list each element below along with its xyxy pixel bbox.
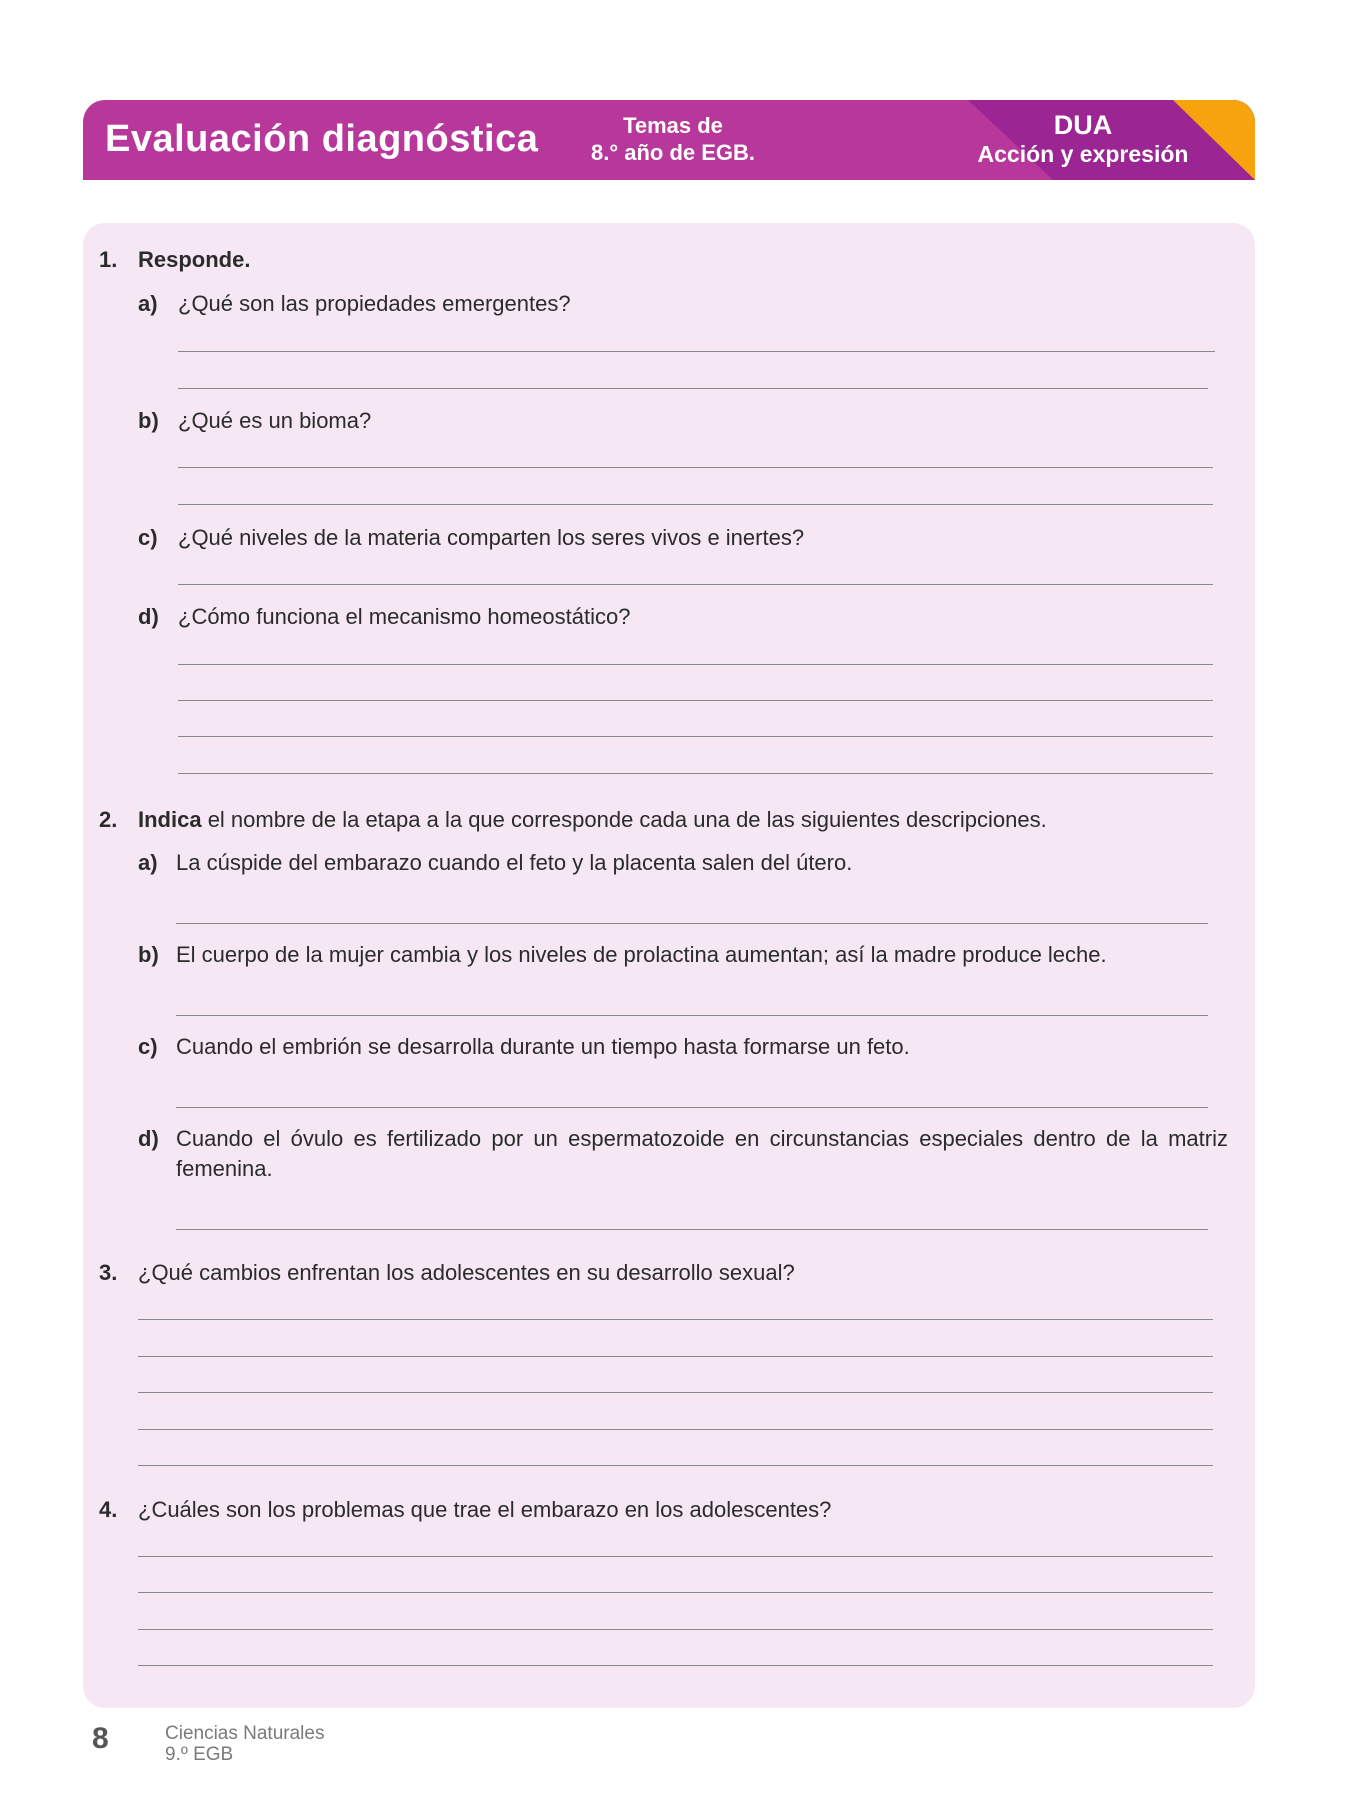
answer-line[interactable] bbox=[178, 773, 1213, 774]
q1-item-b-letter: b) bbox=[138, 408, 159, 433]
answer-line[interactable] bbox=[138, 1319, 1213, 1320]
q1-item-a-letter: a) bbox=[138, 291, 158, 316]
q2-item-b-text: El cuerpo de la mujer cambia y los niveles de prolactina aumentan; así la madre produce leche. bbox=[176, 942, 1107, 967]
page-title: Evaluación diagnóstica bbox=[105, 118, 539, 160]
answer-line[interactable] bbox=[138, 1592, 1213, 1593]
q1-item-c-text: ¿Qué niveles de la materia comparten los seres vivos e inertes? bbox=[178, 525, 805, 550]
answer-line[interactable] bbox=[138, 1665, 1213, 1666]
question-1-number: 1. bbox=[99, 247, 118, 272]
topics-label bbox=[583, 112, 763, 166]
q1-item-d-text: ¿Cómo funciona el mecanismo homeostático? bbox=[178, 604, 631, 629]
answer-line[interactable] bbox=[178, 467, 1213, 468]
question-4-prompt: ¿Cuáles son los problemas que trae el embarazo en los adolescentes? bbox=[138, 1497, 832, 1522]
dua-label bbox=[963, 110, 1203, 168]
answer-line[interactable] bbox=[138, 1629, 1213, 1630]
question-4-number: 4. bbox=[99, 1497, 118, 1522]
answer-line[interactable] bbox=[178, 736, 1213, 737]
answer-line[interactable] bbox=[176, 1229, 1208, 1230]
answer-line[interactable] bbox=[178, 504, 1213, 505]
answer-line[interactable] bbox=[178, 584, 1213, 585]
answer-line[interactable] bbox=[176, 923, 1208, 924]
question-2-prompt-bold: Indica bbox=[138, 807, 202, 832]
q2-item-d-text: Cuando el óvulo es fertilizado por un espermatozoide en circunstancias especiales dentro de la matriz femenina. bbox=[176, 1126, 1228, 1181]
q2-item-a-letter: a) bbox=[138, 850, 158, 875]
answer-line[interactable] bbox=[178, 700, 1213, 701]
answer-line[interactable] bbox=[176, 1107, 1208, 1108]
answer-line[interactable] bbox=[178, 388, 1208, 389]
topics-line-1: Temas de bbox=[623, 113, 723, 138]
dua-title: DUA bbox=[1053, 110, 1113, 140]
q1-item-d-letter: d) bbox=[138, 604, 159, 629]
answer-line[interactable] bbox=[178, 664, 1213, 665]
header-banner bbox=[83, 100, 1255, 180]
worksheet-panel bbox=[83, 223, 1255, 1708]
question-1-prompt: Responde. bbox=[138, 247, 251, 272]
q1-item-a-text: ¿Qué son las propiedades emergentes? bbox=[178, 291, 571, 316]
answer-line[interactable] bbox=[138, 1392, 1213, 1393]
answer-line[interactable] bbox=[138, 1556, 1213, 1557]
answer-line[interactable] bbox=[176, 1015, 1208, 1016]
q2-item-d-letter: d) bbox=[138, 1126, 159, 1151]
dua-subtitle: Acción y expresión bbox=[977, 141, 1189, 167]
page-number: 8 bbox=[92, 1722, 109, 1755]
grade-label: 9.º EGB bbox=[165, 1744, 234, 1765]
answer-line[interactable] bbox=[138, 1465, 1213, 1466]
topics-line-2: 8.° año de EGB. bbox=[590, 140, 756, 165]
subject-name: Ciencias Naturales bbox=[165, 1723, 325, 1744]
q1-item-c-letter: c) bbox=[138, 525, 158, 550]
q2-item-c-text: Cuando el embrión se desarrolla durante un tiempo hasta formarse un feto. bbox=[176, 1034, 910, 1059]
question-2-number: 2. bbox=[99, 807, 118, 832]
question-2-prompt-rest: el nombre de la etapa a la que corresponde cada una de las siguientes descripciones. bbox=[201, 807, 1047, 832]
answer-line[interactable] bbox=[138, 1429, 1213, 1430]
q2-item-c-letter: c) bbox=[138, 1034, 158, 1059]
q1-item-b-text: ¿Qué es un bioma? bbox=[178, 408, 372, 433]
q2-item-a-text: La cúspide del embarazo cuando el feto y la placenta salen del útero. bbox=[176, 850, 853, 875]
question-3-prompt: ¿Qué cambios enfrentan los adolescentes en su desarrollo sexual? bbox=[138, 1260, 795, 1285]
question-3-number: 3. bbox=[99, 1260, 118, 1285]
q2-item-b-letter: b) bbox=[138, 942, 159, 967]
footer-subject bbox=[165, 1723, 324, 1765]
answer-line[interactable] bbox=[178, 351, 1215, 352]
answer-line[interactable] bbox=[138, 1356, 1213, 1357]
question-2-prompt bbox=[138, 805, 1047, 835]
